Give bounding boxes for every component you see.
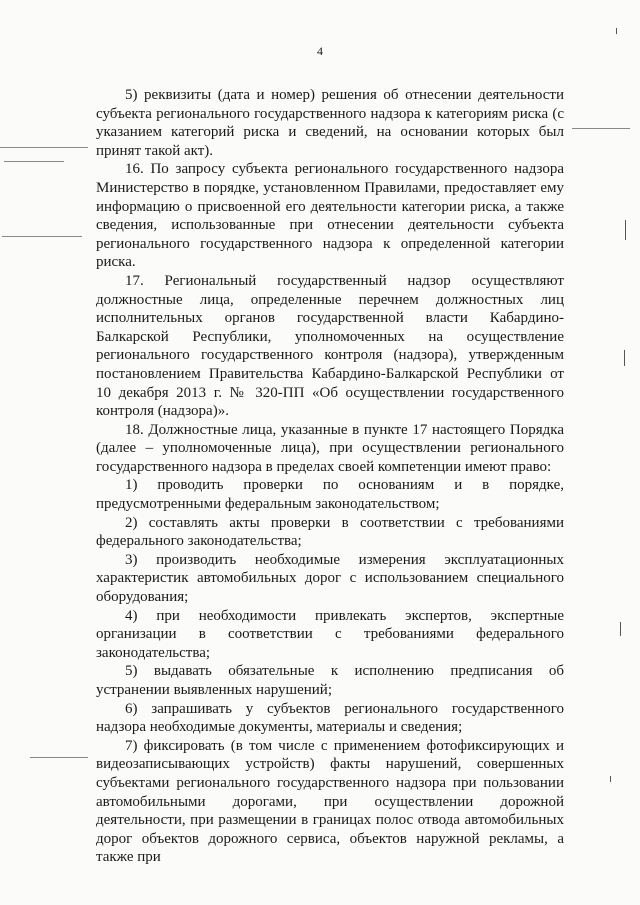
paragraph-16: 16. По запросу субъекта регионального государственного надзора Министерство в порядке, установленном Правилами, предоставляет ему информацию о присвоенной его деятельности категории риска, а также сведения, использованные при отнесении деятельности субъекта регионального государственного надзора к определенной категории риска. (96, 161, 564, 271)
paragraph-18: 18. Должностные лица, указанные в пункте 17 настоящего Порядка (далее – уполномоченные лица), при осуществлении регионального государственного надзора в пределах своей компетенции имеют право: (96, 421, 564, 475)
paragraph-right-6: 6) запрашивать у субъектов регионального государственного надзора необходимые документы, материалы и сведения; (96, 700, 564, 736)
page-number: 4 (317, 44, 323, 58)
scan-artifact-line (572, 128, 630, 129)
paragraph-right-5: 5) выдавать обязательные к исполнению предписания об устранении выявленных нарушений; (96, 663, 564, 698)
paragraph-right-4: 4) при необходимости привлекать экспертов, экспертные организации в соответствии с требованиями федерального законодательства; (96, 607, 564, 661)
paragraph-item-5: 5) реквизиты (дата и номер) решения об отнесении деятельности субъекта регионального государственного надзора к категориям риска (с указанием категорий риска и сведений, на основании которых был принят такой акт). (96, 87, 564, 159)
scan-artifact-mark (610, 776, 611, 782)
scan-artifact-line (4, 161, 64, 162)
paragraph-right-3: 3) производить необходимые измерения эксплуатационных характеристик автомобильных дорог с использованием специального оборудования; (96, 551, 564, 606)
scan-artifact-line (30, 757, 88, 758)
paragraph-right-2: 2) составлять акты проверки в соответствии с требованиями федерального законодательства; (96, 514, 564, 550)
paragraph-right-7: 7) фиксировать (в том числе с применением фотофиксирующих и видеозаписывающих устройств) факты нарушений, совершенных субъектами регионального государственного надзора при пользовании автомобильными дорогами, при осуществлении дорожной деятельности, при размещении в границах полос отвода автомобильных дорог объектов дорожного сервиса, объектов наружной рекламы, а также при (96, 737, 564, 866)
scan-artifact-mark (624, 350, 625, 366)
scan-artifact-line (2, 236, 82, 237)
scan-artifact-mark (620, 622, 621, 636)
paragraph-right-1: 1) проводить проверки по основаниям и в порядке, предусмотренными федеральным законодательством; (96, 477, 564, 513)
document-body (96, 86, 564, 867)
scan-artifact-mark (625, 220, 626, 240)
paragraph-17: 17. Региональный государственный надзор осуществляют должностные лица, определенные перечнем должностных лиц исполнительных органов государственной власти Кабардино-Балкарской Республики, уполномоченных на осуществление регионального государственного контроля (надзора), утвержденным постановлением Правительства Кабардино-Балкарской Республики от 10 декабря 2013 г. № 320-ПП «Об осуществлении государственного контроля (надзора)». (96, 272, 564, 420)
scan-artifact-mark (616, 28, 617, 34)
scan-artifact-line (0, 147, 88, 148)
